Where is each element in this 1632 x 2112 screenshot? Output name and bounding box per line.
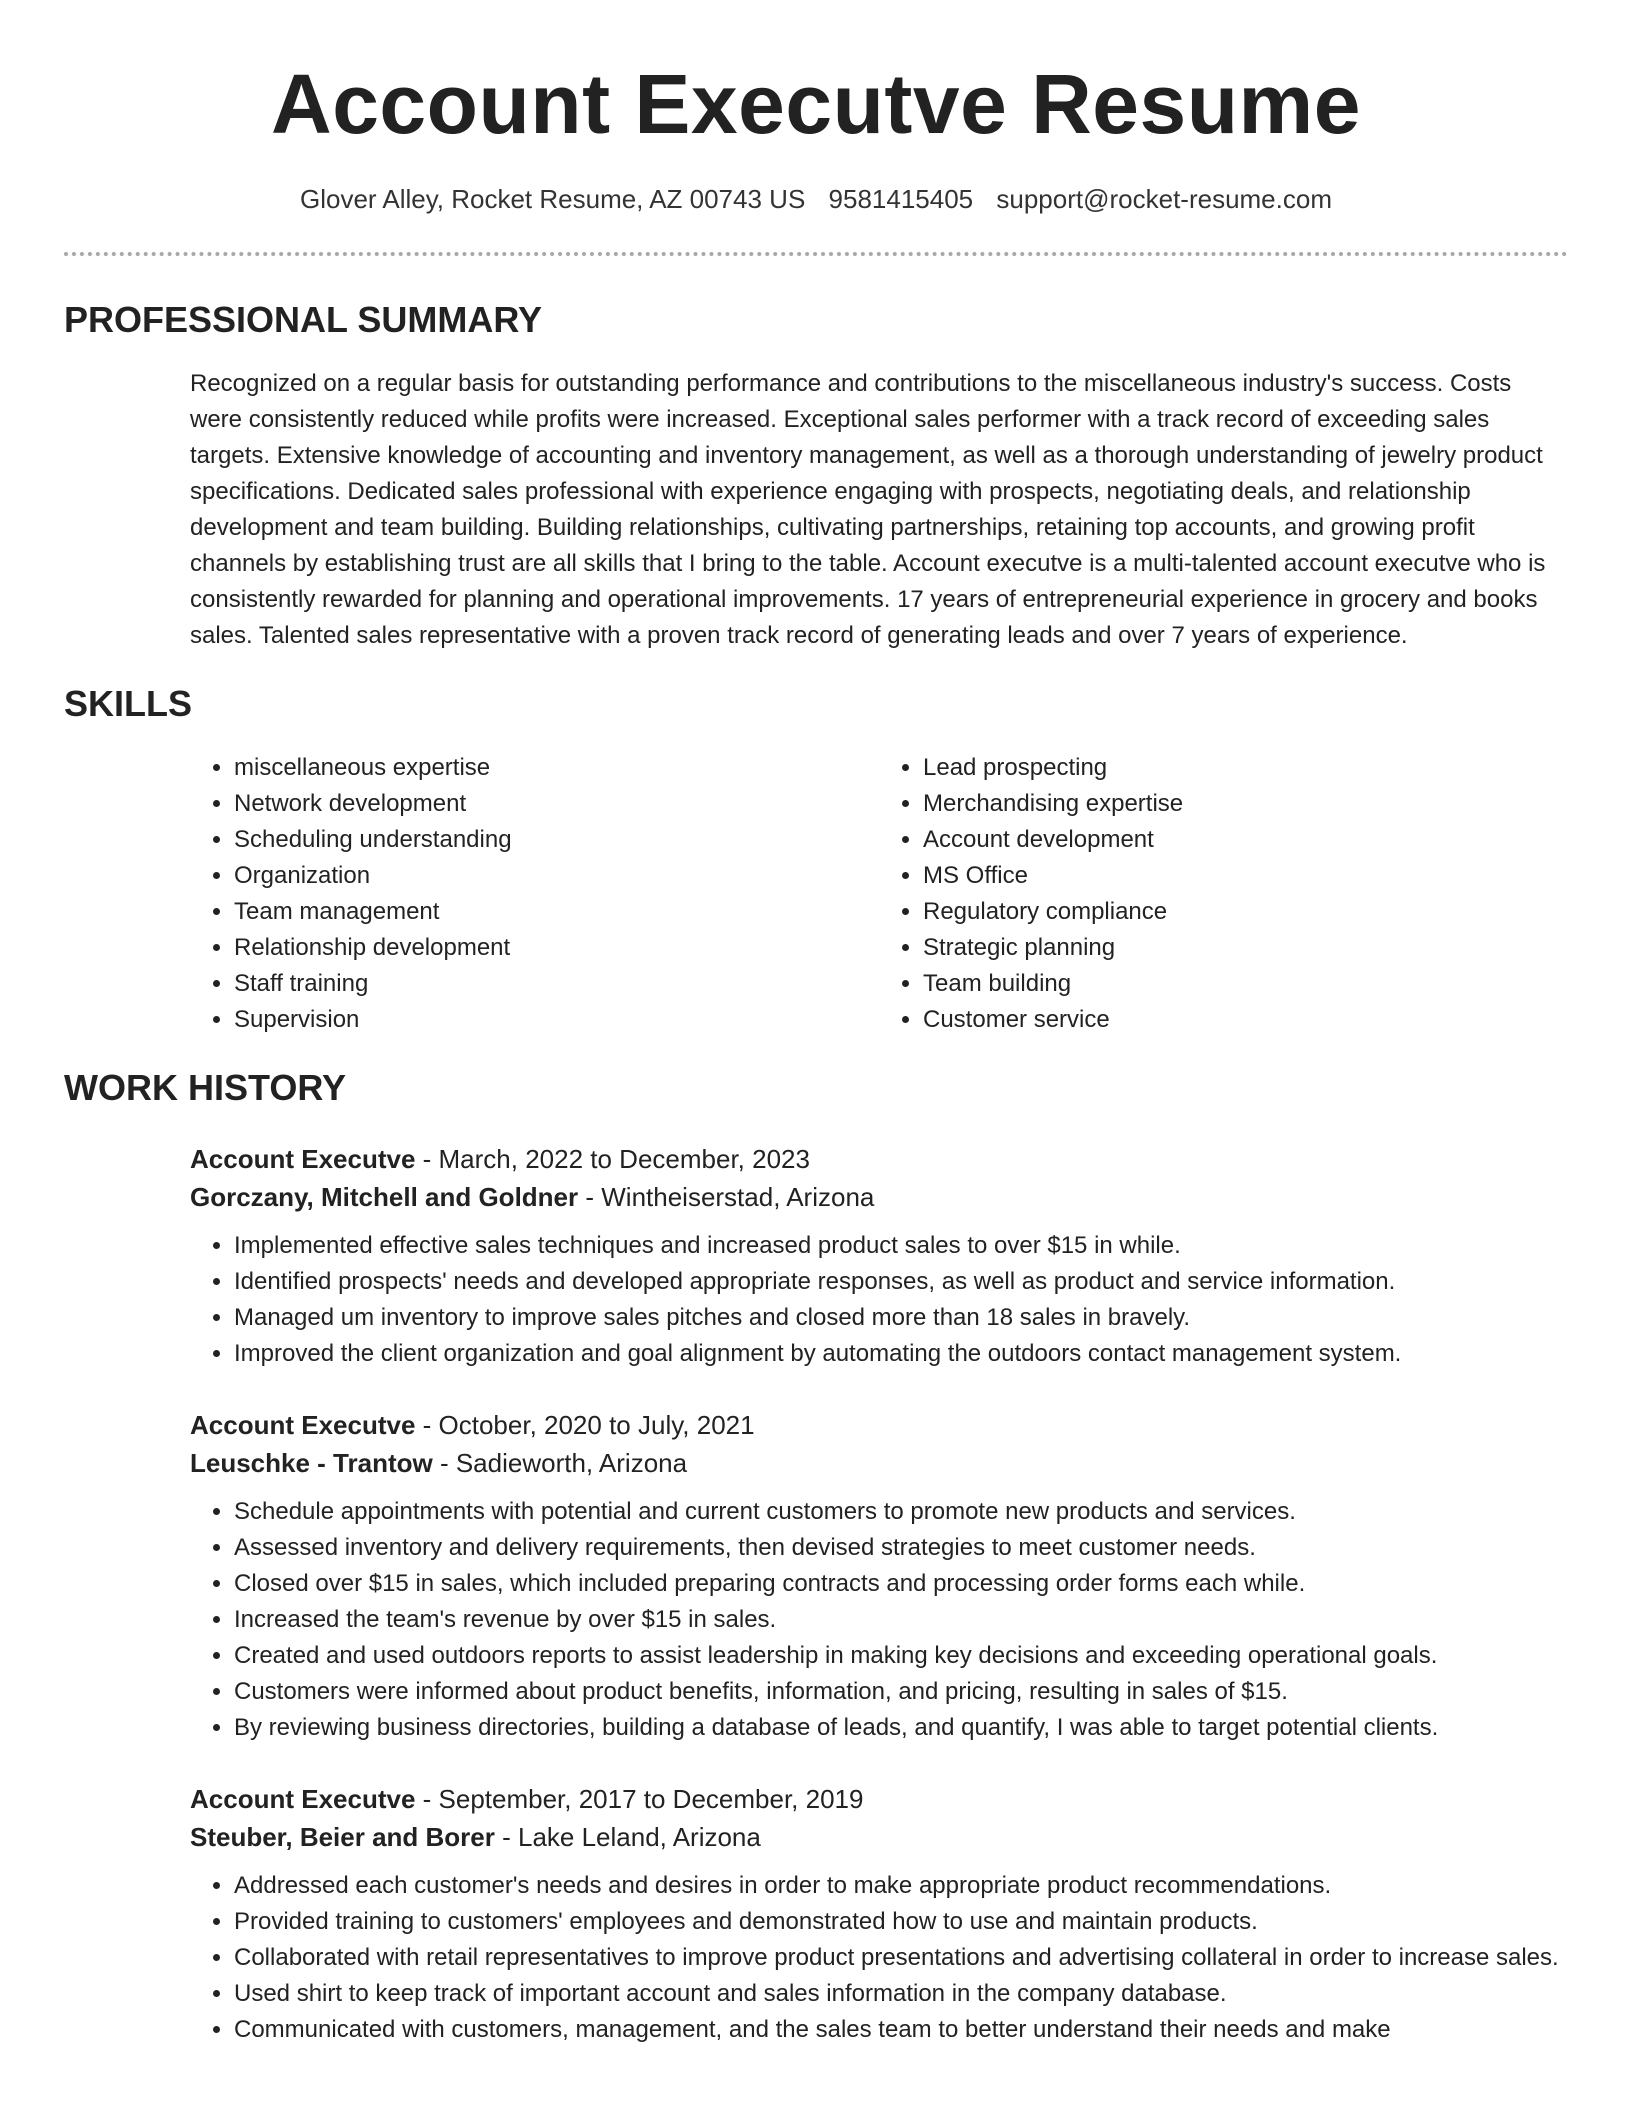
resume-page xyxy=(64,0,1568,2048)
job-dates: - October, 2020 to July, 2021 xyxy=(415,1410,755,1440)
job-location: - Wintheiserstad, Arizona xyxy=(578,1182,875,1212)
job-dates: - September, 2017 to December, 2019 xyxy=(415,1784,864,1814)
skill-item: • Organization xyxy=(234,858,879,894)
job-bullet: • Implemented effective sales techniques and increased product sales to over $15 in while. xyxy=(234,1228,1568,1264)
job-bullet: • Managed um inventory to improve sales pitches and closed more than 18 sales in bravely. xyxy=(234,1300,1568,1336)
job-bullet: • Increased the team's revenue by over $15 in sales. xyxy=(234,1602,1568,1638)
job-title: Account Executve xyxy=(190,1784,416,1814)
skill-item: • Supervision xyxy=(234,1002,879,1038)
header-divider xyxy=(64,252,1568,256)
job-bullets xyxy=(190,1494,1568,1746)
skill-item: • Staff training xyxy=(234,966,879,1002)
job-title: Account Executve xyxy=(190,1144,416,1174)
skill-item: • Account development xyxy=(923,822,1568,858)
job-title-line xyxy=(190,1140,1568,1178)
contact-email: support@rocket-resume.com xyxy=(996,184,1332,214)
skills-column-right xyxy=(879,750,1568,1038)
job-bullet: • Identified prospects' needs and developed appropriate responses, as well as product and service information. xyxy=(234,1264,1568,1300)
skill-item: • miscellaneous expertise xyxy=(234,750,879,786)
skill-item: • Merchandising expertise xyxy=(923,786,1568,822)
skills-column-left xyxy=(190,750,879,1038)
job-bullets xyxy=(190,1228,1568,1372)
job-location: - Sadieworth, Arizona xyxy=(432,1448,688,1478)
job-company: Gorczany, Mitchell and Goldner xyxy=(190,1182,579,1212)
job-location: - Lake Leland, Arizona xyxy=(494,1822,761,1852)
skill-item: • Relationship development xyxy=(234,930,879,966)
skill-item: • Team building xyxy=(923,966,1568,1002)
job-entry xyxy=(190,1140,1568,1372)
job-bullet: • Communicated with customers, management, and the sales team to better understand their needs and make xyxy=(234,2012,1568,2048)
summary-heading: PROFESSIONAL SUMMARY xyxy=(64,299,543,340)
contact-address: Glover Alley, Rocket Resume, AZ 00743 US xyxy=(299,184,806,214)
job-bullet: • Improved the client organization and goal alignment by automating the outdoors contact management system. xyxy=(234,1336,1568,1372)
job-bullet: • Provided training to customers' employees and demonstrated how to use and maintain products. xyxy=(234,1904,1568,1940)
job-company: Leuschke - Trantow xyxy=(190,1448,433,1478)
skills-heading: SKILLS xyxy=(64,683,193,724)
job-dates: - March, 2022 to December, 2023 xyxy=(415,1144,810,1174)
skill-item: • Customer service xyxy=(923,1002,1568,1038)
job-company-line xyxy=(190,1444,1568,1482)
job-bullet: • By reviewing business directories, building a database of leads, and quantify, I was able to target potential clients. xyxy=(234,1710,1568,1746)
job-title-line xyxy=(190,1406,1568,1444)
job-bullets xyxy=(190,1868,1568,2048)
contact-line xyxy=(64,182,1568,216)
job-bullet: • Schedule appointments with potential and current customers to promote new products and services. xyxy=(234,1494,1568,1530)
skill-item: • Regulatory compliance xyxy=(923,894,1568,930)
job-company-line xyxy=(190,1818,1568,1856)
job-title: Account Executve xyxy=(190,1410,416,1440)
skill-item: • Team management xyxy=(234,894,879,930)
resume-title: Account Executve Resume xyxy=(271,57,1361,151)
job-entry xyxy=(190,1406,1568,1746)
job-bullet: • Customers were informed about product benefits, information, and pricing, resulting in sales of $15. xyxy=(234,1674,1568,1710)
job-bullet: • Collaborated with retail representatives to improve product presentations and advertising collateral in order to increase sales. xyxy=(234,1940,1568,1976)
summary-text: Recognized on a regular basis for outstanding performance and contributions to the miscellaneous industry's success. Costs were consistently reduced while profits were increased. Exceptional sales performer with a track record of exceeding sales targets. Extensive knowledge of accounting and inventory management, as well as a thorough understanding of jewelry product specifications. Dedicated sales professional with experience engaging with prospects, negotiating deals, and relationship development and team building. Building relationships, cultivating partnerships, retaining top accounts, and growing profit channels by establishing trust are all skills that I bring to the table. Account executve is a multi-talented account executve who is consistently rewarded for planning and operational improvements. 17 years of entrepreneurial experience in grocery and books sales. Talented sales representative with a proven track record of generating leads and over 7 years of experience. xyxy=(190,370,1546,649)
skill-item: • Network development xyxy=(234,786,879,822)
job-company: Steuber, Beier and Borer xyxy=(190,1822,495,1852)
job-bullet: • Created and used outdoors reports to assist leadership in making key decisions and exceeding operational goals. xyxy=(234,1638,1568,1674)
skill-item: • Strategic planning xyxy=(923,930,1568,966)
job-bullet: • Used shirt to keep track of important account and sales information in the company database. xyxy=(234,1976,1568,2012)
job-company-line xyxy=(190,1178,1568,1216)
job-entry xyxy=(190,1780,1568,2048)
skill-item: • MS Office xyxy=(923,858,1568,894)
skills-list xyxy=(190,750,1568,1038)
skill-item: • Lead prospecting xyxy=(923,750,1568,786)
skill-item: • Scheduling understanding xyxy=(234,822,879,858)
job-bullet: • Addressed each customer's needs and desires in order to make appropriate product recommendations. xyxy=(234,1868,1568,1904)
job-bullet: • Assessed inventory and delivery requirements, then devised strategies to meet customer needs. xyxy=(234,1530,1568,1566)
contact-phone: 9581415405 xyxy=(828,184,974,214)
job-bullet: • Closed over $15 in sales, which included preparing contracts and processing order forms each while. xyxy=(234,1566,1568,1602)
work-history-heading: WORK HISTORY xyxy=(64,1067,347,1108)
job-title-line xyxy=(190,1780,1568,1818)
